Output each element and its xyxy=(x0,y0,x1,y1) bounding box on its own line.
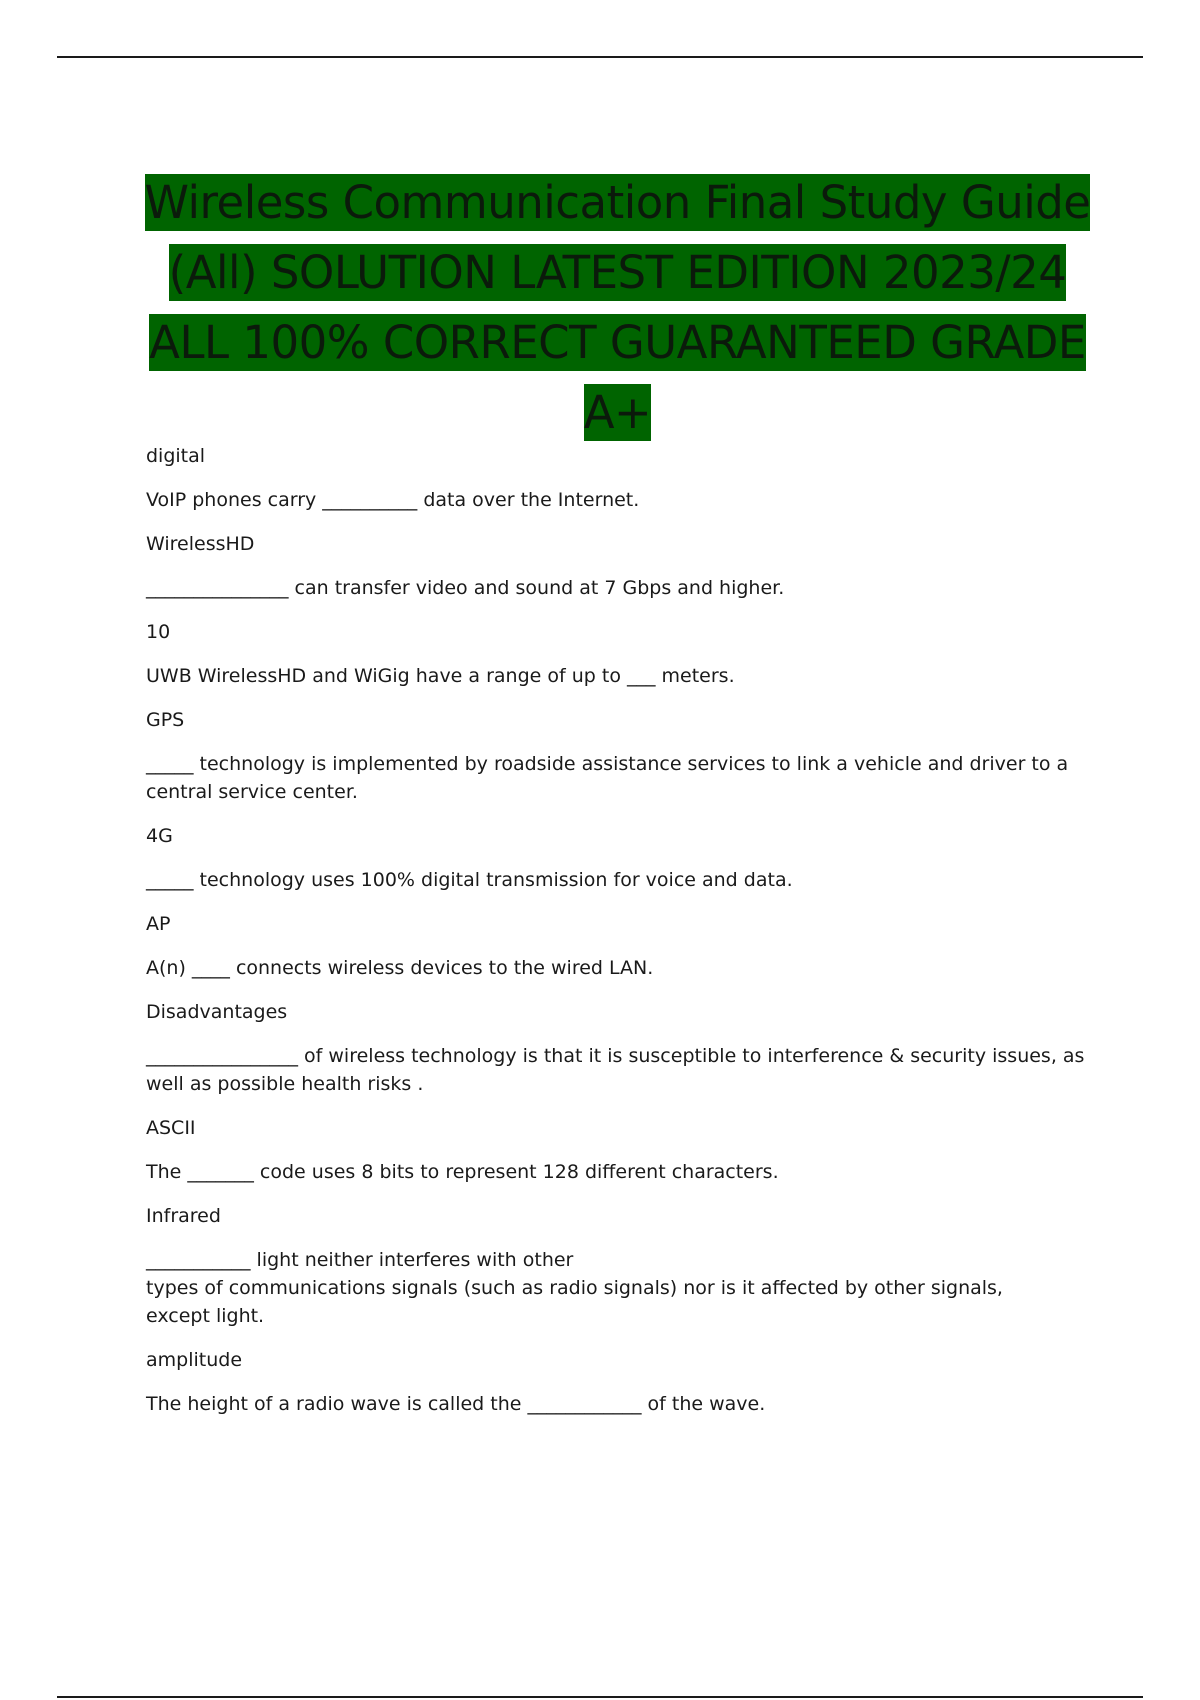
card-answer: ASCII xyxy=(146,1117,196,1139)
flashcard xyxy=(146,442,1094,514)
flashcard xyxy=(146,822,1094,894)
flashcard-list xyxy=(146,442,1094,1434)
flashcard xyxy=(146,1346,1094,1418)
flashcard xyxy=(146,706,1094,806)
card-answer: GPS xyxy=(146,709,185,731)
card-answer: WirelessHD xyxy=(146,533,255,555)
footer-rule xyxy=(57,1696,1143,1698)
card-question: ___________ light neither interferes with other types of communications signals (such as radio signals) nor is it affected by other signals, except light. xyxy=(146,1249,1003,1327)
flashcard xyxy=(146,1202,1094,1330)
card-question: VoIP phones carry __________ data over the Internet. xyxy=(146,489,640,511)
card-question: The height of a radio wave is called the ____________ of the wave. xyxy=(146,1393,766,1415)
flashcard xyxy=(146,1114,1094,1186)
card-question: _______________ can transfer video and sound at 7 Gbps and higher. xyxy=(146,577,785,599)
card-answer: digital xyxy=(146,445,206,467)
flashcard xyxy=(146,530,1094,602)
card-answer: 4G xyxy=(146,825,173,847)
card-question: The _______ code uses 8 bits to represent 128 different characters. xyxy=(146,1161,779,1183)
card-answer: Disadvantages xyxy=(146,1001,288,1023)
card-question: A(n) ____ connects wireless devices to the wired LAN. xyxy=(146,957,654,979)
card-answer: AP xyxy=(146,913,171,935)
header-rule xyxy=(57,56,1143,58)
flashcard xyxy=(146,910,1094,982)
flashcard xyxy=(146,998,1094,1098)
card-question: UWB WirelessHD and WiGig have a range of up to ___ meters. xyxy=(146,665,735,687)
card-question: _____ technology is implemented by roadside assistance services to link a vehicle and driver to a central service center. xyxy=(146,753,1069,803)
card-answer: 10 xyxy=(146,621,171,643)
flashcard xyxy=(146,618,1094,690)
card-answer: Infrared xyxy=(146,1205,221,1227)
card-question: ________________ of wireless technology is that it is susceptible to interference & security issues, as well as possible health risks . xyxy=(146,1045,1085,1095)
title-highlight: Wireless Communication Final Study Guide (All) SOLUTION LATEST EDITION 2023/24 ALL 100% CORRECT GUARANTEED GRADE A+ xyxy=(144,176,1091,439)
card-question: _____ technology uses 100% digital transmission for voice and data. xyxy=(146,869,793,891)
card-answer: amplitude xyxy=(146,1349,243,1371)
document-title xyxy=(130,168,1105,448)
